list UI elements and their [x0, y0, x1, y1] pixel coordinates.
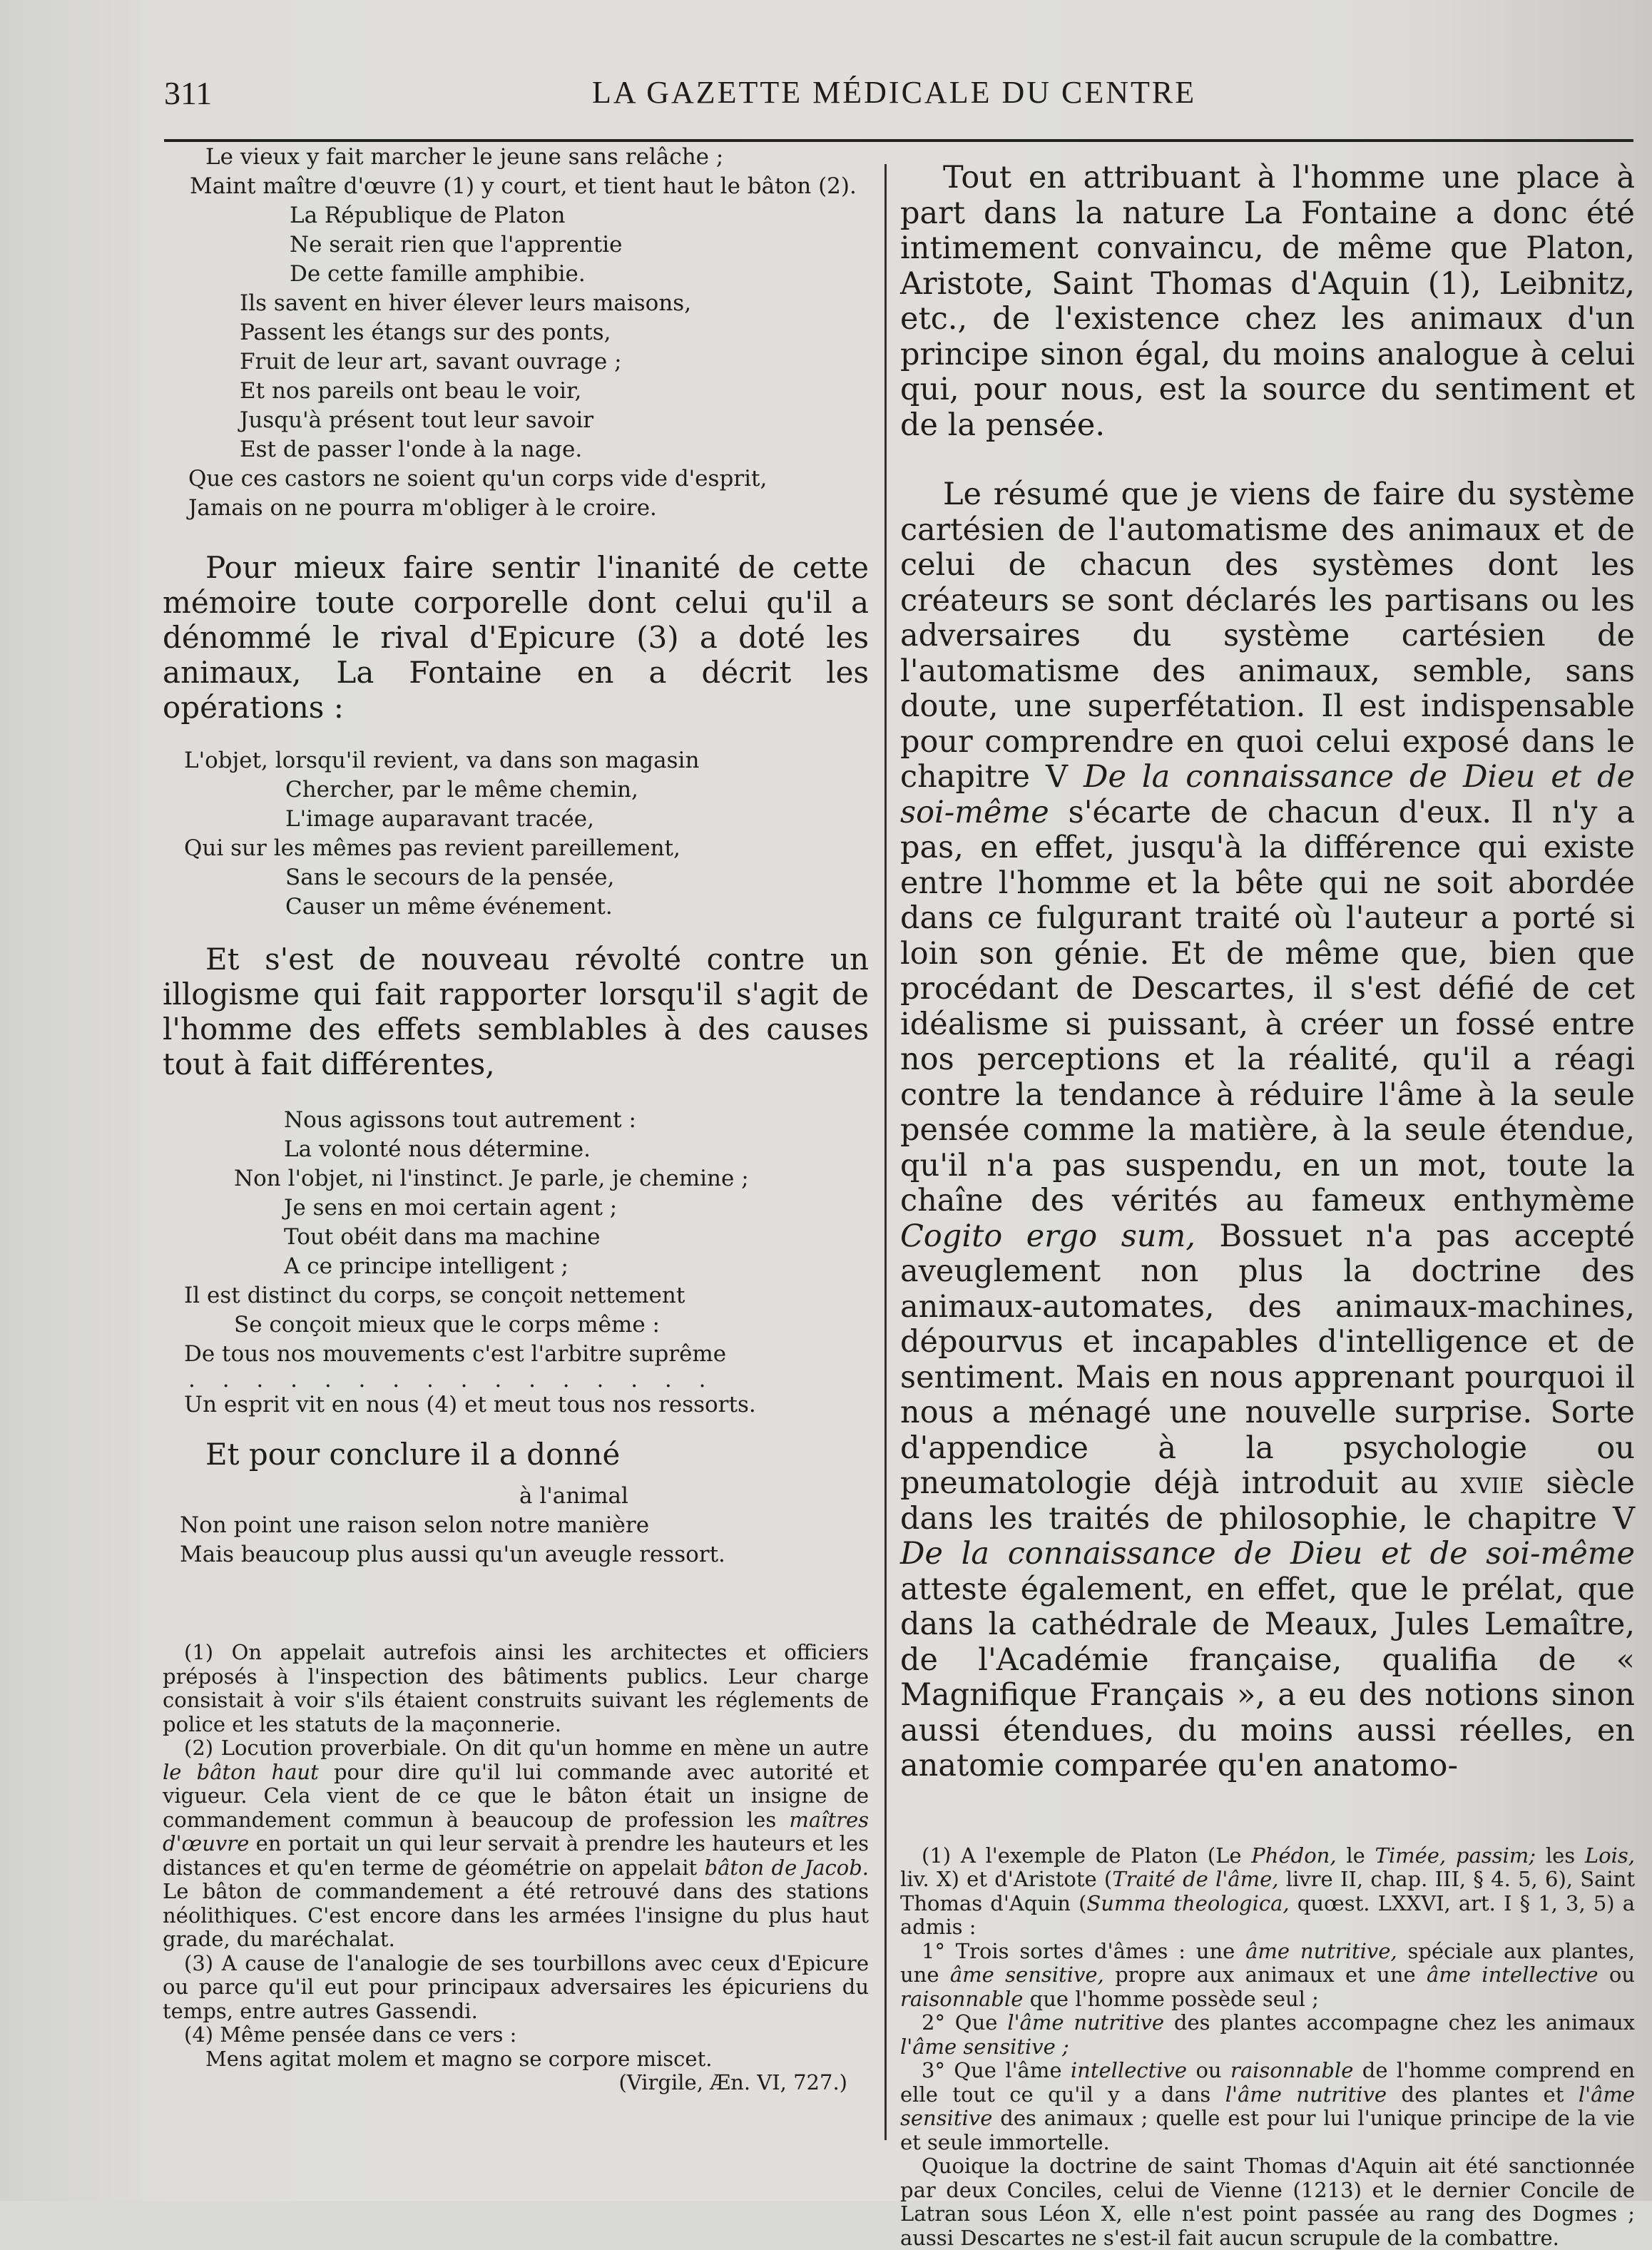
verse-line: L'image auparavant tracée,: [163, 805, 869, 834]
footnote-text: des plantes accompagne chez les animaux: [1174, 2010, 1635, 2035]
book-title: De la connaissance de Dieu et de soi-même: [900, 759, 1635, 830]
verse-line: à l'animal: [163, 1482, 869, 1511]
footnotes-left: [163, 1641, 869, 2095]
right-column: [900, 161, 1635, 2250]
verse-line: Jusqu'à présent tout leur savoir: [163, 406, 869, 435]
paragraph: Et s'est de nouveau révolté contre un illogisme qui fait rapporter lorsqu'il s'agit de l'homme des effets semblables à des causes tout à fait différentes,: [163, 942, 869, 1081]
footnote-quote: Mens agitat molem et magno se corpore miscet.: [163, 2047, 869, 2072]
footnote-text: 3° Que l'âme: [922, 2058, 1062, 2082]
left-column: [163, 143, 869, 2095]
verse-line: Que ces castors ne soient qu'un corps vide d'esprit,: [163, 464, 869, 494]
footnote-text: liv. X) et d'Aristote (: [900, 1867, 1112, 1891]
paragraph: [900, 477, 1635, 1784]
footnote-italic: Traité de l'âme,: [1112, 1867, 1278, 1891]
verse-line: Non point une raison selon notre manière: [163, 1511, 869, 1540]
footnote-italic: Lois,: [1585, 1843, 1635, 1868]
paragraph: Pour mieux faire sentir l'inanité de cette mémoire toute corporelle dont celui qu'il a dénommé le rival d'Epicure (3) a doté les animaux, La Fontaine en a décrit les opérations :: [163, 550, 869, 725]
footnote-text: en portait un qui leur servait à prendre les hauteurs et les distances et qu'en terme de géométrie on appelait: [163, 1831, 869, 1880]
page-header: [143, 71, 1630, 128]
verse-line: De tous nos mouvements c'est l'arbitre suprême: [163, 1340, 869, 1369]
paragraph: Et pour conclure il a donné: [163, 1437, 869, 1472]
verse-line: La volonté nous détermine.: [163, 1135, 869, 1164]
footnote-italic: le bâton haut: [163, 1760, 319, 1784]
verse-line: L'objet, lorsqu'il revient, va dans son magasin: [163, 746, 869, 775]
paragraph-text: Le résumé que je viens de faire du système cartésien de l'automatisme des animaux et de celui de chacun des systèmes dont les créateurs se sont déclarés les partisans ou les adversaires du système cartésien de l'automatisme des animaux, semble, sans doute, une superfétation. Il est indispensable pour comprendre en quoi celui exposé dans le chapitre V: [900, 477, 1635, 795]
verse-line: Un esprit vit en nous (4) et meut tous nos ressorts.: [163, 1390, 869, 1420]
footnote-text: ou: [1609, 1963, 1635, 1987]
verse-line: A ce principe intelligent ;: [163, 1252, 869, 1281]
paragraph-text: Bossuet n'a pas accepté aveuglement non plus la doctrine des animaux-automates, des animaux-machines, dépourvus et incapables d'intelligence et de sentiment. Mais en nous apprenant pourquoi il nous a ménagé une nouvelle surprise. Sorte d'appendice à la psychologie ou pneumatologie déjà introduit au: [900, 1218, 1635, 1502]
verse-line: Non l'objet, ni l'instinct. Je parle, je chemine ;: [163, 1164, 869, 1193]
verse-line: Qui sur les mêmes pas revient pareillement,: [163, 834, 869, 863]
book-title: De la connaissance de Dieu et de soi-même: [900, 1536, 1635, 1572]
footnote-text: que l'homme possède seul ;: [1030, 1987, 1319, 2011]
verse-line: Le vieux y fait marcher le jeune sans relâche ;: [163, 143, 869, 172]
verse-line: Il est distinct du corps, se conçoit nettement: [163, 1281, 869, 1310]
footnote-italic: l'âme nutritive: [1007, 2010, 1164, 2035]
footnote-text: de l'homme comprend en elle tout ce qu'il y a dans: [900, 2058, 1635, 2107]
paragraph-text: s'écarte de chacun d'eux. Il n'y a pas, en effet, jusqu'à la différence qui existe entre l'homme et la bête qui ne soit abordée dans ce fulgurant traité où l'auteur a porté si loin son génie. Et de même que, bien que procédant de Descartes, il s'est défié de cet idéalisme si puissant, à créer un fossé entre nos perceptions et la réalité, qu'il a réagi contre la tendance à réduire l'âme à la seule pensée comme la matière, à la seule étendue, qu'il n'a pas suspendu, en un mot, toute la chaîne des vérités au fameux enthymème: [900, 795, 1635, 1219]
footnote-italic: bâton de Jacob.: [705, 1856, 870, 1880]
footnote-2: [163, 1736, 869, 1952]
footnote-text: spéciale aux plantes, une: [900, 1939, 1635, 1987]
footnote-italic: âme nutritive,: [1245, 1939, 1397, 1963]
ellipsis-dots: . . . . . . . . . . . . . . . .: [163, 1369, 869, 1390]
verse-line: Ne serait rien que l'apprentie: [163, 230, 869, 260]
footnote-text: le: [1346, 1843, 1365, 1868]
latin-phrase: Cogito ergo sum,: [900, 1218, 1195, 1254]
footnote-text: (2) Locution proverbiale. On dit qu'un homme en mène un autre: [184, 1736, 869, 1760]
header-rule: [164, 139, 1633, 142]
verse-line: La République de Platon: [163, 201, 869, 230]
verse-line: Je sens en moi certain agent ;: [163, 1193, 869, 1223]
footnote-1: [900, 1844, 1635, 1940]
footnote-text: des animaux ; quelle est pour lui l'unique principe de la vie et seule immortelle.: [900, 2106, 1635, 2154]
footnote-italic: Summa theologica,: [1086, 1891, 1289, 1915]
paragraph-text: atteste également, en effet, que le prélat, que dans la cathédrale de Meaux, Jules Lemaître, de l'Académie française, qualifia de « Magnifique Français », a eu des notions sinon aussi étendues, du moins aussi réelles, en anatomie comparée qu'en anatomo-: [900, 1572, 1635, 1784]
footnote-italic: âme sensitive,: [950, 1963, 1104, 1987]
footnote-text: livre II, chap. III, § 4. 5, 6), Saint Thomas d'Aquin (: [900, 1867, 1635, 1915]
footnote-text: quœst. LXXVI, art. I § 1, 3, 5) a admis :: [900, 1891, 1635, 1940]
footnote-3: (3) A cause de l'analogie de ses tourbillons avec ceux d'Epicure ou parce qu'il eut pour principaux adversaires les épicuriens du temps, entre autres Gassendi.: [163, 1952, 869, 2024]
footnote-italic: Phédon,: [1251, 1843, 1336, 1868]
footnote-text: les: [1546, 1843, 1575, 1868]
verse-line: Nous agissons tout autrement :: [163, 1106, 869, 1135]
footnote-point-2: [900, 2011, 1635, 2059]
paragraph: Tout en attribuant à l'homme une place à part dans la nature La Fontaine a donc été intimement convaincu, de même que Platon, Aristote, Saint Thomas d'Aquin (1), Leibnitz, etc., de l'existence chez les animaux d'un principe sinon égal, du moins analogue à celui qui, pour nous, est la source du sentiment et de la pensée.: [900, 161, 1635, 443]
verse-line: Passent les étangs sur des ponts,: [163, 318, 869, 347]
footnote-italic: l'âme nutritive: [1225, 2082, 1387, 2107]
verse-line: Sans le secours de la pensée,: [163, 863, 869, 892]
verse-line: Maint maître d'œuvre (1) y court, et tient haut le bâton (2).: [163, 172, 869, 201]
footnote-italic: maîtres d'œuvre: [163, 1808, 869, 1856]
footnote-point-1: [900, 1940, 1635, 2012]
verse-line: Se conçoit mieux que le corps même :: [163, 1310, 869, 1340]
century: xviie: [1461, 1465, 1524, 1501]
journal-title: LA GAZETTE MÉDICALE DU CENTRE: [592, 74, 1196, 111]
column-divider: [884, 164, 887, 2140]
verse-line: Causer un même événement.: [163, 892, 869, 922]
footnote-text: ou: [1195, 2058, 1221, 2082]
verse-line: Et nos pareils ont beau le voir,: [163, 377, 869, 406]
footnote-text: 2° Que: [922, 2010, 997, 2035]
verse-line: Jamais on ne pourra m'obliger à le croire.: [163, 494, 869, 523]
verse-line: Mais beaucoup plus aussi qu'un aveugle ressort.: [163, 1540, 869, 1569]
footnote-text: Le bâton de commandement a été retrouvé dans des stations néolithiques. C'est encore dans les armées l'insigne du plus haut grade, du maréchalat.: [163, 1879, 869, 1951]
page-number: 311: [164, 74, 212, 112]
footnote-italic: intellective: [1071, 2058, 1187, 2082]
footnote-italic: âme intellective: [1427, 1963, 1599, 1987]
footnote-italic: Timée, passim;: [1375, 1843, 1536, 1868]
footnote-text: pour dire qu'il lui commande avec autorité et vigueur. Cela vient de ce que le bâton était un insigne de commandement commun à beaucoup de profession les: [163, 1760, 869, 1832]
footnote-italic: l'âme sensitive ;: [900, 2035, 1069, 2059]
footnotes-right: [900, 1844, 1635, 2250]
verse-will: [163, 1106, 869, 1420]
verse-animal: [163, 1482, 869, 1569]
footnote-italic: raisonnable: [900, 1987, 1023, 2011]
footnote-text: 1° Trois sortes d'âmes : une: [922, 1939, 1235, 1963]
verse-memory: [163, 746, 869, 922]
verse-line: Ils savent en hiver élever leurs maisons,: [163, 289, 869, 318]
verse-line: Chercher, par le même chemin,: [163, 775, 869, 805]
footnote-text: (1) A l'exemple de Platon (Le: [922, 1843, 1242, 1868]
verse-line: Tout obéit dans ma machine: [163, 1223, 869, 1252]
verse-line: Est de passer l'onde à la nage.: [163, 435, 869, 464]
verse-line: De cette famille amphibie.: [163, 260, 869, 289]
footnote-italic: raisonnable: [1230, 2058, 1353, 2082]
footnote-text: des plantes et: [1402, 2082, 1564, 2107]
footnote-1: (1) On appelait autrefois ainsi les architectes et officiers préposés à l'inspection des bâtiments publics. Leur charge consistait à voir s'ils étaient construits suivant les réglements de police et les statuts de la maçonnerie.: [163, 1641, 869, 1736]
footnote-italic: l'âme sensitive: [900, 2082, 1635, 2131]
verse-beavers: [163, 143, 869, 523]
footnote-doctrine: Quoique la doctrine de saint Thomas d'Aquin ait été sanctionnée par deux Conciles, celui de Vienne (1213) et le dernier Concile de Latran sous Léon X, elle n'est point passée au rang des Dogmes ; aussi Descartes ne s'est-il fait aucun scrupule de la combattre.: [900, 2154, 1635, 2250]
footnote-citation: (Virgile, Æn. VI, 727.): [163, 2071, 869, 2095]
footnote-text: propre aux animaux et une: [1115, 1963, 1416, 1987]
paragraph-text: siècle dans les traités de philosophie, le chapitre V: [900, 1465, 1635, 1537]
footnote-4: (4) Même pensée dans ce vers :: [163, 2023, 869, 2047]
footnote-point-3: [900, 2059, 1635, 2154]
verse-line: Fruit de leur art, savant ouvrage ;: [163, 347, 869, 377]
